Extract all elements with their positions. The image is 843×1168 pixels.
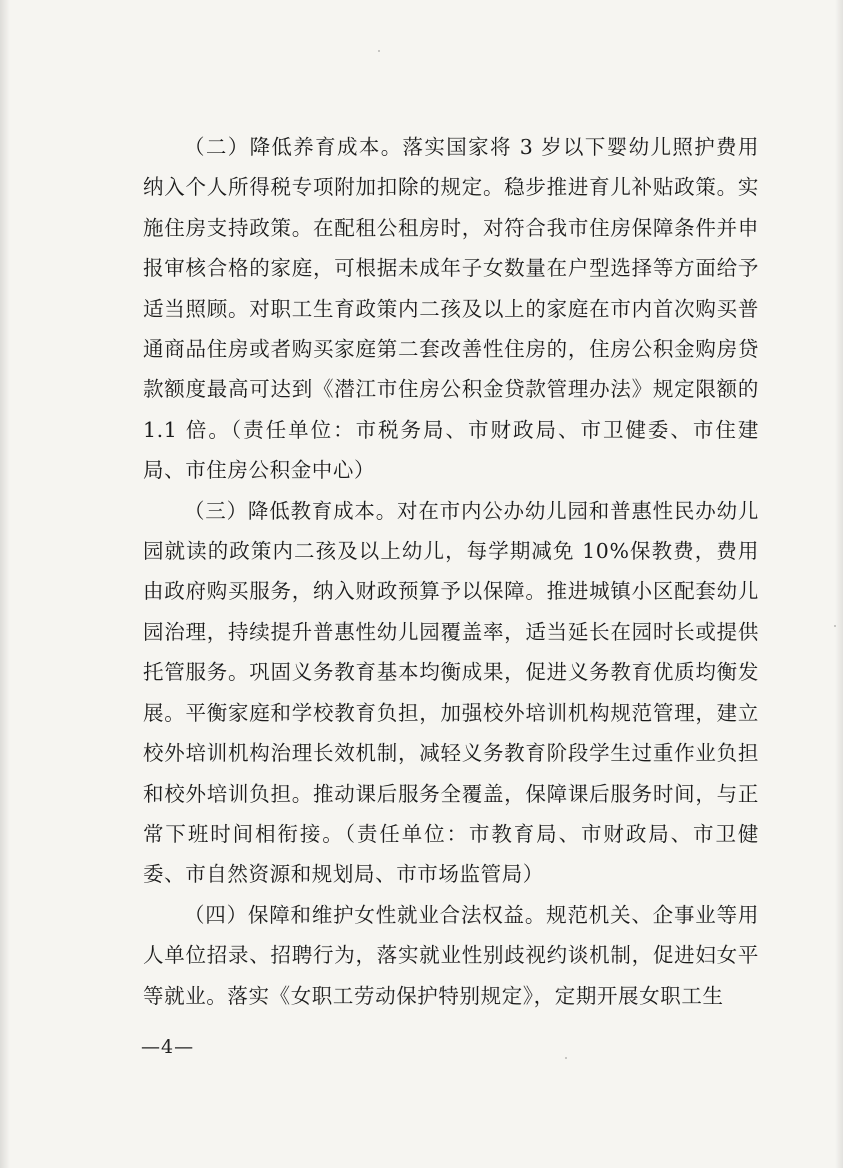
page-number: —4— <box>141 1036 195 1058</box>
paragraph-reduce-education-cost: （三）降低教育成本。对在市内公办幼儿园和普惠性民办幼儿园就读的政策内二孩及以上幼儿，每学期减免 10%保教费，费用由政府购买服务，纳入财政预算予以保障。推进城镇小区配套幼儿园治理，持续提升普惠性幼儿园覆盖率，适当延长在园时长或提供托管服务。巩固义务教育基本均衡成果，促进义务教育优质均衡发展。平衡家庭和学校教育负担，加强校外培训机构规范管理，建立校外培训机构治理长效机制，减轻义务教育阶段学生过重作业负担和校外培训负担。推动课后服务全覆盖，保障课后服务时间，与正常下班时间相衔接。（责任单位：市教育局、市财政局、市卫健委、市自然资源和规划局、市市场监管局） <box>143 498 759 887</box>
document-body <box>143 127 759 1016</box>
paragraph-protect-female-employment: （四）保障和维护女性就业合法权益。规范机关、企事业等用人单位招录、招聘行为，落实就业性别歧视约谈机制，促进妇女平等就业。落实《女职工劳动保护特别规定》，定期开展女职工生 <box>143 902 759 1008</box>
scan-speck <box>378 50 380 52</box>
paragraph-reduce-childcare-cost: （二）降低养育成本。落实国家将 3 岁以下婴幼儿照护费用纳入个人所得税专项附加扣除的规定。稳步推进育儿补贴政策。实施住房支持政策。在配租公租房时，对符合我市住房保障条件并申报审核合格的家庭，可根据未成年子女数量在户型选择等方面给予适当照顾。对职工生育政策内二孩及以上的家庭在市内首次购买普通商品住房或者购买家庭第二套改善性住房的，住房公积金购房贷款额度最高可达到《潜江市住房公积金贷款管理办法》规定限额的 1.1 倍。（责任单位：市税务局、市财政局、市卫健委、市住建局、市住房公积金中心） <box>143 135 759 483</box>
scan-edge-shadow-right <box>835 0 843 1168</box>
scan-edge-shadow-left <box>0 0 10 1168</box>
scan-speck <box>834 625 836 627</box>
scan-speck <box>565 1057 567 1059</box>
